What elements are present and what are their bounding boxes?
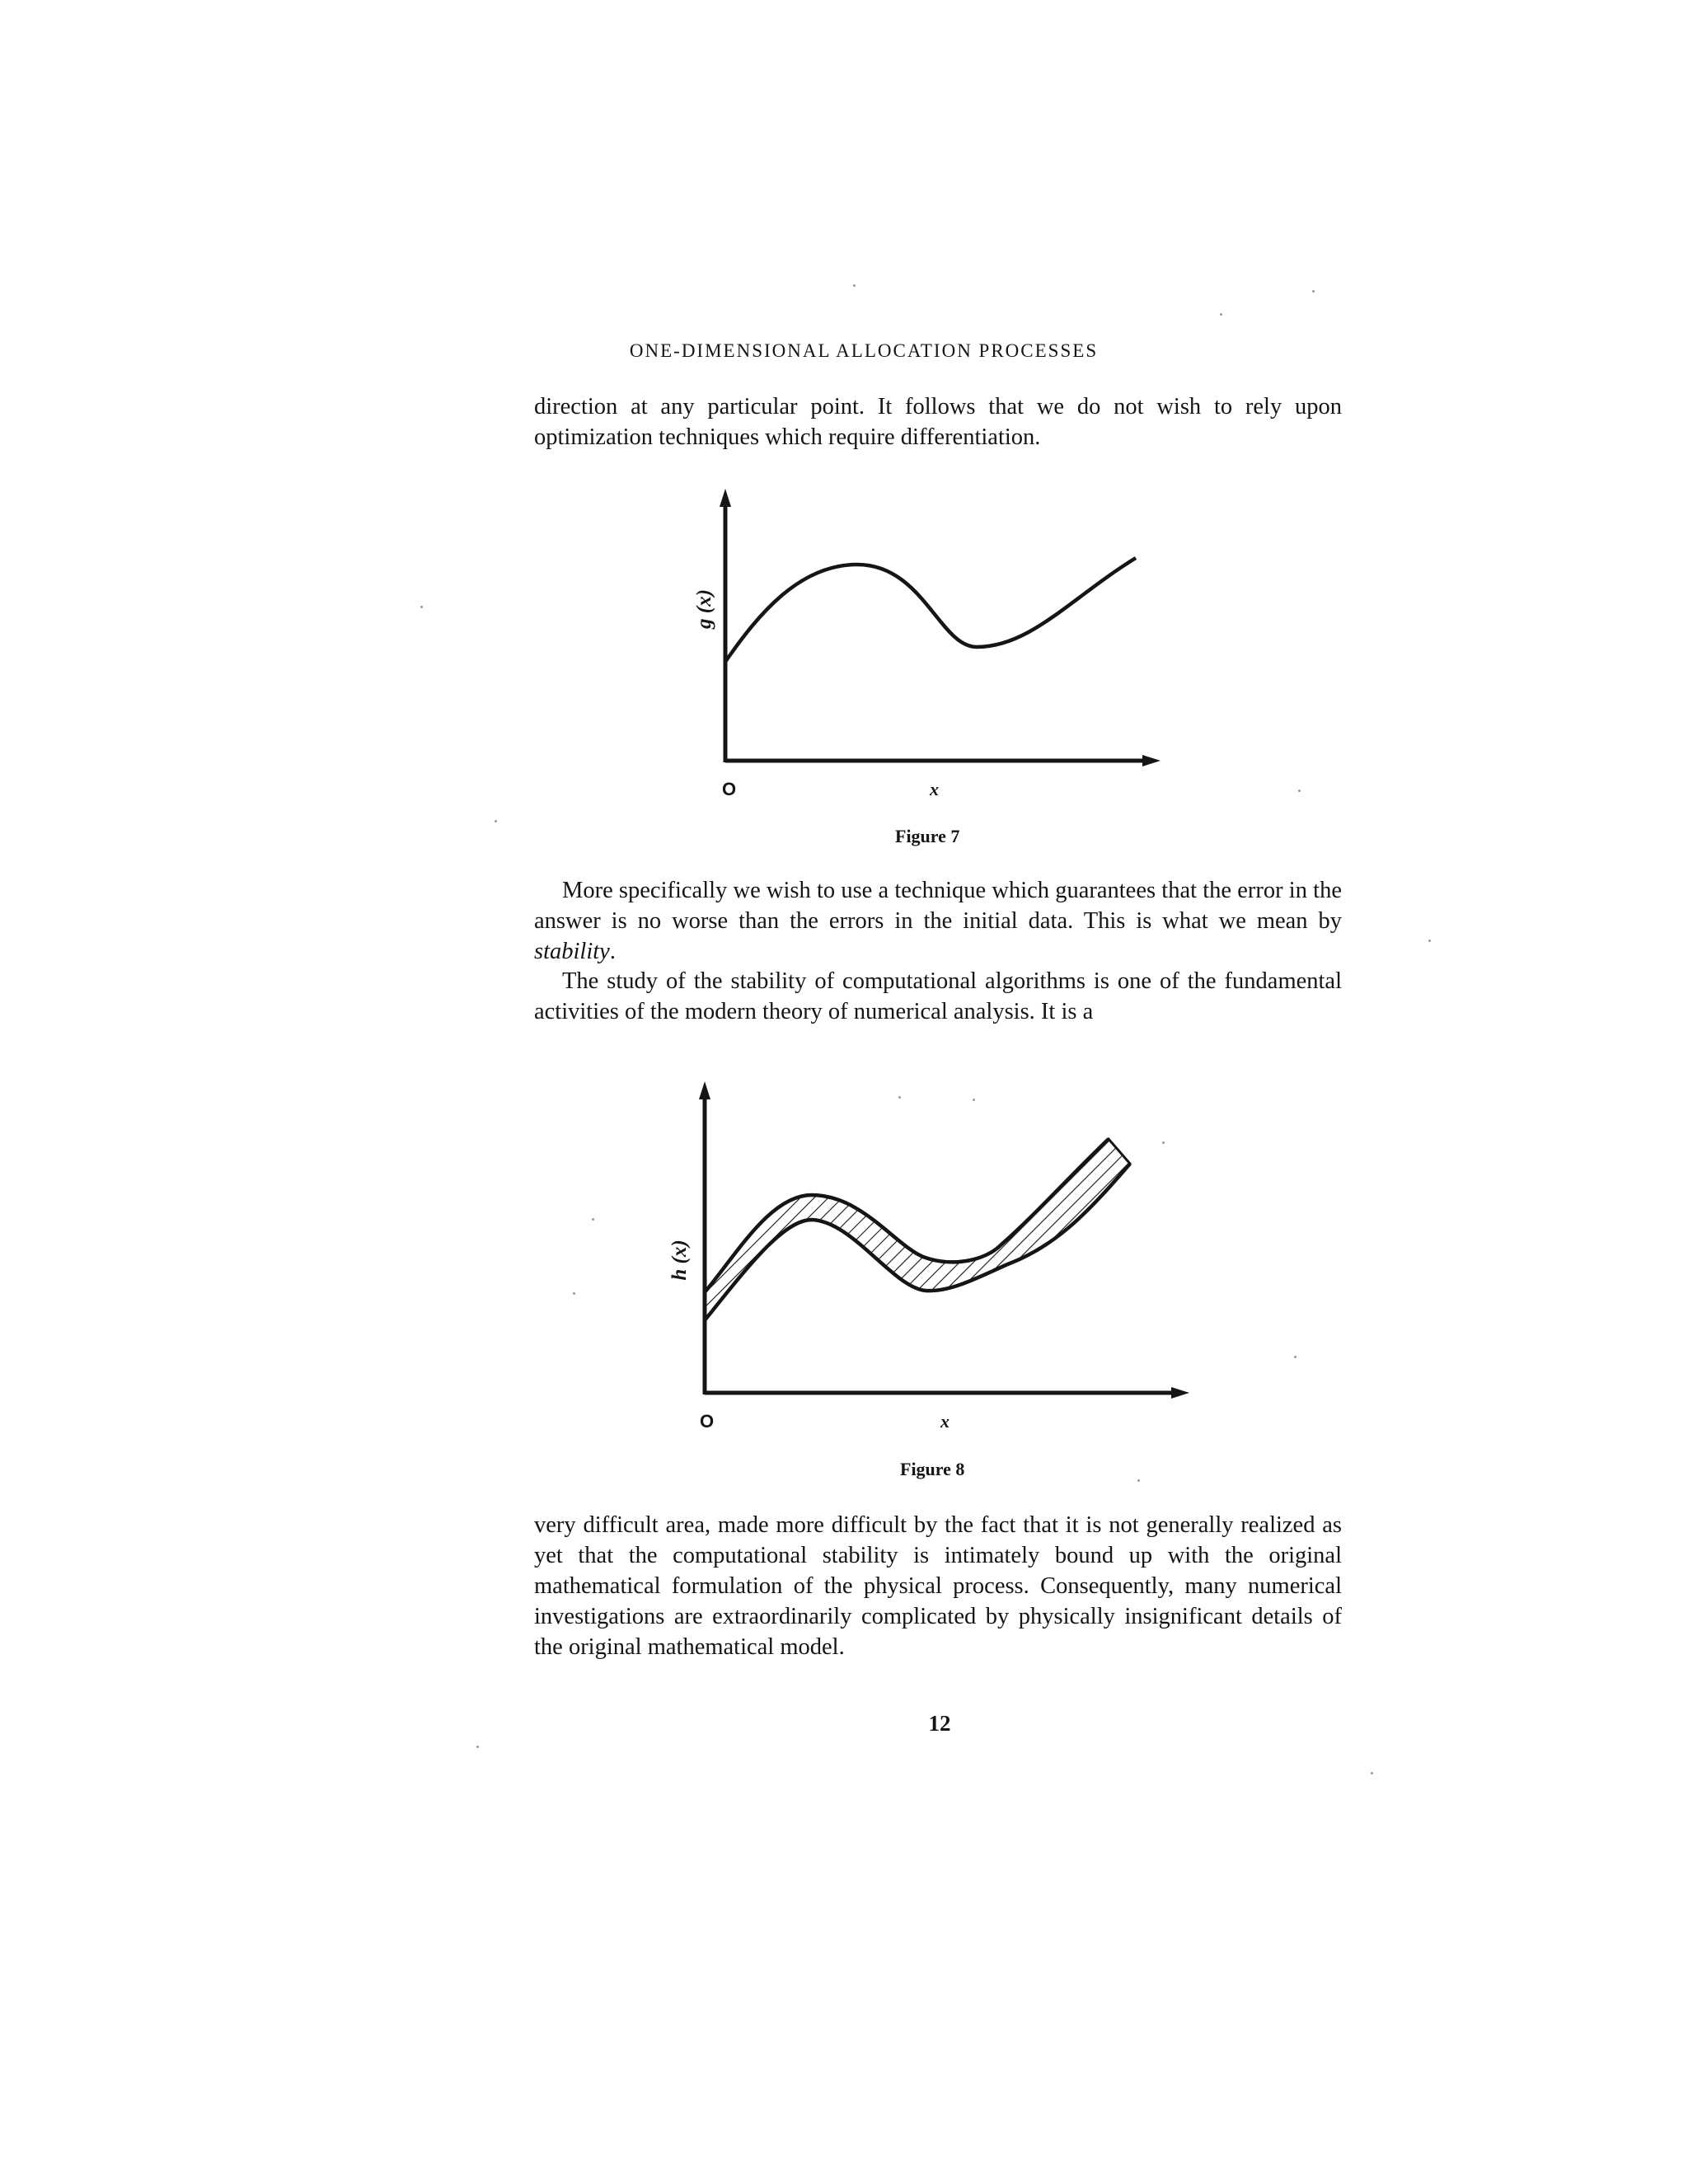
figure-7-curve xyxy=(725,558,1136,662)
figure-8-caption: Figure 8 xyxy=(900,1459,965,1479)
figure-8-y-arrowhead xyxy=(699,1081,710,1099)
scan-speck xyxy=(476,1746,479,1748)
figure-8-y-label: h (x) xyxy=(668,1240,691,1281)
scan-speck xyxy=(1298,790,1301,792)
figure-7-x-arrowhead xyxy=(1142,755,1160,766)
figure-8 xyxy=(668,1071,1199,1479)
paragraph-2 xyxy=(534,875,1342,967)
scan-speck xyxy=(1312,290,1315,293)
running-head: ONE-DIMENSIONAL ALLOCATION PROCESSES xyxy=(629,340,1099,361)
scan-speck xyxy=(1137,1479,1140,1482)
paragraph-1: direction at any particular point. It follows that we do not wish to rely upon optimization techniques which require differentiation. xyxy=(534,394,1342,450)
page-number: 12 xyxy=(928,1711,951,1736)
scan-speck xyxy=(1162,1141,1165,1144)
figure-7-caption: Figure 7 xyxy=(895,826,960,846)
scan-speck xyxy=(1294,1356,1296,1358)
stability-term: stability xyxy=(534,939,610,964)
scan-speck xyxy=(853,284,856,287)
paragraph-2-text: More specifically we wish to use a technique which guarantees that the error in the answer is no worse than the errors in the initial data. This is what we mean by xyxy=(534,878,1342,934)
paragraph-3: The study of the stability of computational algorithms is one of the fundamental activities of the modern theory of numerical analysis. It is a xyxy=(534,968,1342,1024)
figure-8-x-arrowhead xyxy=(1171,1387,1189,1399)
figure-7-origin-label: O xyxy=(722,779,737,799)
figure-7 xyxy=(693,482,1170,846)
figure-7-plot xyxy=(709,482,1170,779)
scan-speck xyxy=(1428,940,1431,942)
figure-8-origin-label: O xyxy=(700,1411,715,1432)
scan-speck xyxy=(1371,1772,1373,1774)
scan-speck xyxy=(573,1292,575,1295)
figure-7-y-arrowhead xyxy=(720,489,731,507)
figure-7-y-label: g (x) xyxy=(693,589,715,629)
scan-speck xyxy=(1220,313,1222,316)
paragraph-2-end: . xyxy=(609,939,616,964)
figure-8-plot xyxy=(688,1071,1199,1409)
figure-7-x-label: x xyxy=(930,779,939,799)
scan-speck xyxy=(420,606,423,608)
scan-speck xyxy=(973,1099,975,1101)
scan-speck xyxy=(898,1096,901,1099)
scan-speck xyxy=(592,1218,594,1221)
figure-8-x-label: x xyxy=(940,1411,950,1432)
paragraph-4: very difficult area, made more difficult by the fact that it is not generally realized as yet that the computational stability is intimately bound up with the original mathematical formulation of the physical process. Consequently, many numerical investigations are extraordinarily complicated by physically insignificant details of the original mathematical model. xyxy=(534,1512,1342,1660)
scan-speck xyxy=(495,820,497,823)
